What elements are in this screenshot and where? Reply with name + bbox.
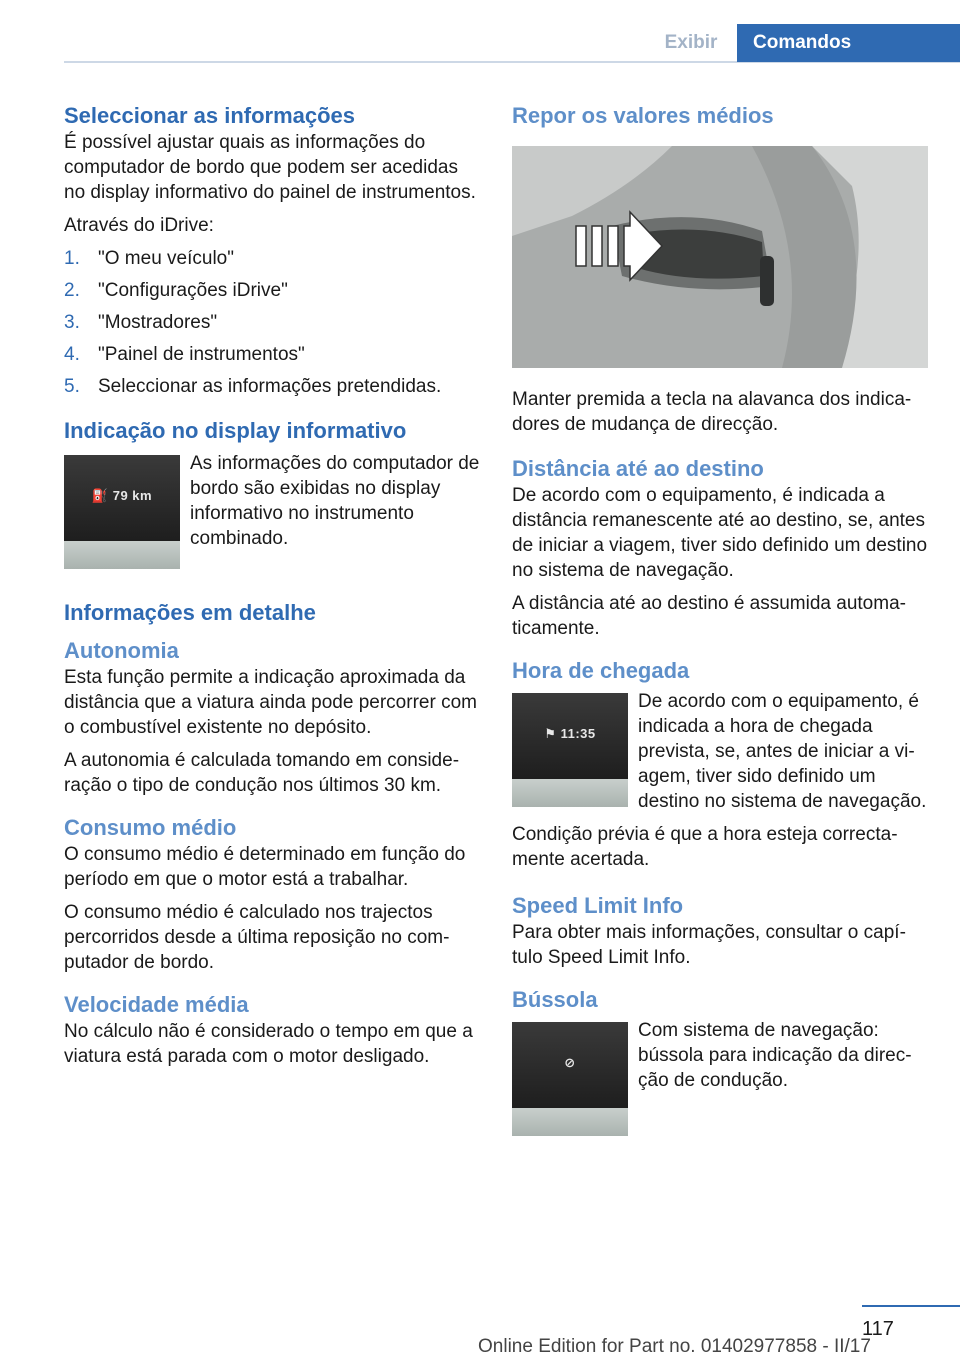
list-item: 4. "Painel de instrumentos": [64, 344, 305, 365]
arrival-time-display-image: [512, 693, 628, 807]
steps-list: [64, 246, 480, 399]
paragraph: A autonomia é calculada tomando em consideração o tipo de condução nos últimos 30 km.: [64, 750, 460, 796]
hora-block: [512, 689, 928, 822]
paragraph: Com sistema de navegação: bússola para indicação da direcção de condução.: [638, 1020, 912, 1091]
paragraph: A distância até ao destino é assumida automaticamente.: [512, 593, 906, 639]
tab-exibir[interactable]: Exibir: [664, 32, 718, 53]
subsection-title-bussola: Bússola: [512, 987, 598, 1012]
paragraph: Manter premida a tecla na alavanca dos indicadores de mudança de direcção.: [512, 389, 912, 435]
section-title-seleccionar: Seleccionar as informações: [64, 103, 356, 128]
list-item: 2. "Configurações iDrive": [64, 280, 288, 301]
paragraph: De acordo com o equipamento, é indicada a distância remanescente até ao destino, se, antes de iniciar a viagem, tiver sido definido um destino no sistema de navegação.: [512, 485, 928, 581]
right-column: [512, 102, 928, 1140]
compass-display-image: [512, 1022, 628, 1136]
tab-comandos[interactable]: Comandos: [737, 24, 960, 62]
paragraph: Condição prévia é que a hora esteja correctamente acertada.: [512, 824, 898, 870]
paragraph: As informações do computador de bordo são exibidas no display informativo no instrumento combinado.: [190, 453, 480, 549]
list-item: 5. Seleccionar as informações pretendidas.: [64, 376, 442, 397]
flag-icon: ⚑: [544, 726, 557, 741]
compass-icon: ⊘: [564, 1055, 576, 1070]
paragraph: Esta função permite a indicação aproximada da distância que a viatura ainda pode percorrer com o combustível existente no depósito.: [64, 667, 477, 738]
footer-rule: [862, 1305, 960, 1307]
subsection-title-hora: Hora de chegada: [512, 658, 690, 683]
paragraph: O consumo médio é calculado nos trajectos percorridos desde a última reposição no computador de bordo.: [64, 902, 450, 973]
page-number: 117: [862, 1318, 894, 1340]
section-title-repor: Repor os valores médios: [512, 103, 774, 128]
subsection-title-distancia: Distância até ao destino: [512, 456, 764, 481]
display-value: 11:35: [560, 726, 596, 741]
display-value: 79 km: [112, 488, 153, 503]
paragraph: É possível ajustar quais as informações do computador de bordo que podem ser acedidas no display informativo do painel de instrumentos.: [64, 132, 476, 203]
subsection-title-consumo: Consumo médio: [64, 815, 237, 840]
edition-note: Online Edition for Part no. 01402977858 - II/17: [478, 1336, 871, 1357]
section-title-detalhe: Informações em detalhe: [64, 600, 316, 625]
subsection-title-autonomia: Autonomia: [64, 638, 179, 663]
paragraph: De acordo com o equipamento, é indicada a hora de chegada prevista, se, antes de iniciar a viagem, tiver sido definido um destino no sistema de navegação.: [638, 691, 927, 812]
subsection-title-speed: Speed Limit Info: [512, 893, 684, 918]
fuel-pump-icon: ⛽: [91, 488, 109, 503]
paragraph: Através do iDrive:: [64, 215, 214, 236]
section-title-indicacao: Indicação no display informativo: [64, 418, 407, 443]
paragraph: Para obter mais informações, consultar o capítulo Speed Limit Info.: [512, 922, 906, 968]
list-item: 3. "Mostradores": [64, 312, 218, 333]
turn-signal-lever-image: [512, 146, 928, 368]
range-display-image: [64, 455, 180, 569]
subsection-title-velocidade: Velocidade média: [64, 992, 249, 1017]
bussola-block: [512, 1018, 928, 1140]
list-item: 1. "O meu veículo": [64, 248, 234, 269]
left-column: [64, 102, 480, 1077]
indicacao-block: [64, 451, 480, 573]
paragraph: O consumo médio é determinado em função do período em que o motor está a trabalhar.: [64, 844, 466, 890]
paragraph: No cálculo não é considerado o tempo em que a viatura está parada com o motor desligado.: [64, 1021, 473, 1067]
